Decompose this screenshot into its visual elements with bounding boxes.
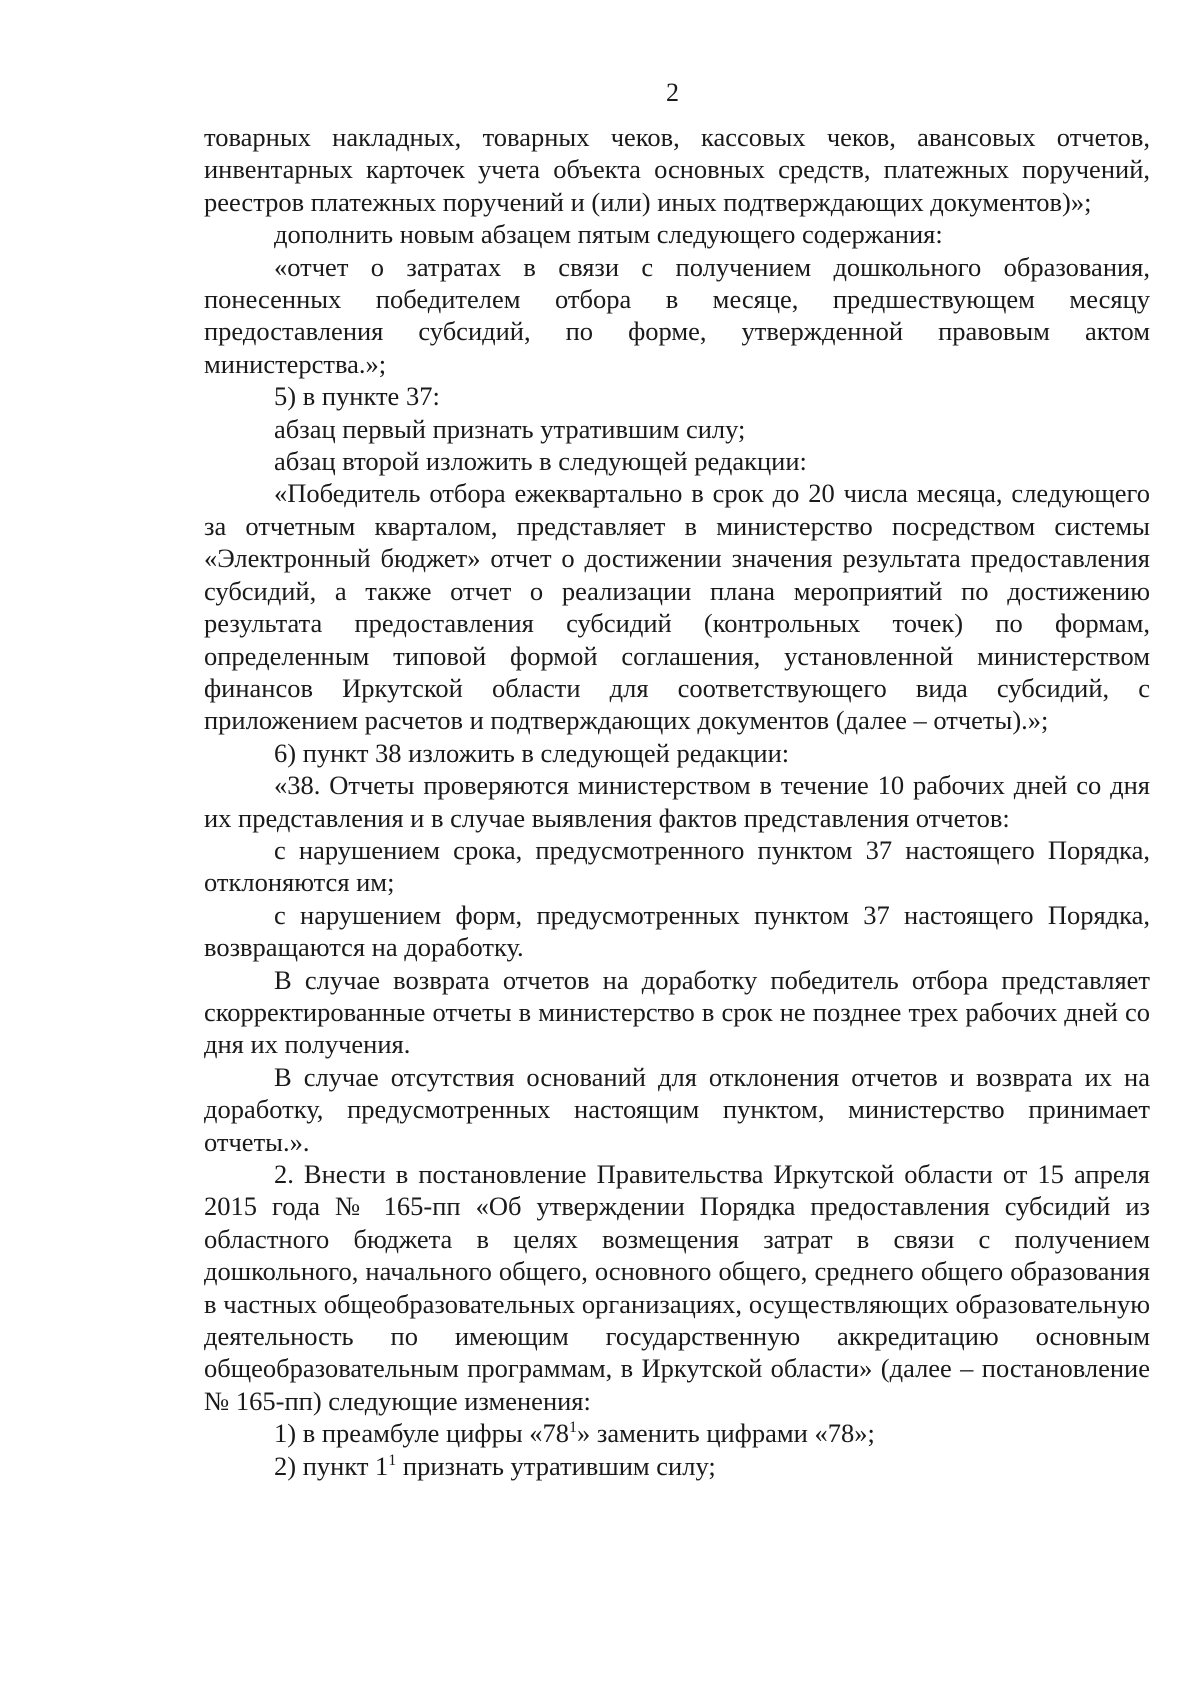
paragraph: «38. Отчеты проверяются министерством в течение 10 рабочих дней со дня их представления и в случае выявления фактов представления отчетов:: [204, 770, 1150, 833]
paragraph: абзац второй изложить в следующей редакции:: [274, 446, 807, 477]
paragraph: с нарушением срока, предусмотренного пунктом 37 настоящего Порядка, отклоняются им;: [204, 834, 1150, 898]
paragraph: «отчет о затратах в связи с получением дошкольного образования, понесенных победителем отбора в месяце, предшествующем месяцу предоставления субсидий, по форме, утвержденной правовым актом министерства.»;: [204, 251, 1150, 379]
superscript: 1: [569, 1419, 578, 1437]
paragraph: товарных накладных, товарных чеков, кассовых чеков, авансовых отчетов, инвентарных карточек учета объекта основных средств, платежных поручений, реестров платежных поручений и (или) иных подтверждающих документов)»;: [204, 122, 1150, 217]
paragraph: В случае возврата отчетов на доработку победитель отбора представляет скорректированные отчеты в министерство в срок не позднее трех рабочих дней со дня их получения.: [204, 964, 1150, 1060]
paragraph: с нарушением форм, предусмотренных пунктом 37 настоящего Порядка, возвращаются на доработку.: [204, 899, 1150, 963]
document-body: [204, 121, 1150, 1482]
page-number: 2: [666, 78, 679, 107]
paragraph: В случае отсутствия оснований для отклонения отчетов и возврата их на доработку, предусмотренных настоящим пунктом, министерство принимает отчеты.».: [204, 1061, 1150, 1157]
list-item-text: признать утратившим силу;: [396, 1450, 716, 1481]
paragraph: 2. Внести в постановление Правительства Иркутской области от 15 апреля 2015 года № 165-пп «Об утверждении Порядка предоставления субсидий из областного бюджета в целях возмещения затрат в связи с получением дошкольного, начального общего, основного общего, среднего общего образования в частных общеобразовательных организациях, осуществляющих образовательную деятельность по имеющим государственную аккредитацию основным общеобразовательным программам, в Иркутской области» (далее – постановление № 165-пп) следующие изменения:: [204, 1159, 1150, 1416]
paragraph: «Победитель отбора ежеквартально в срок до 20 числа месяца, следующего за отчетным кварталом, представляет в министерство посредством системы «Электронный бюджет» отчет о достижении значения результата предоставления субсидий, а также отчет о реализации плана мероприятий по достижению результата предоставления субсидий (контрольных точек) по формам, определенным типовой формой соглашения, установленной министерством финансов Иркутской области для соответствующего вида субсидий, с приложением расчетов и подтверждающих документов (далее – отчеты).»;: [204, 478, 1150, 736]
paragraph: 5) в пункте 37:: [274, 381, 440, 412]
paragraph: абзац первый признать утратившим силу;: [274, 413, 746, 444]
paragraph: 6) пункт 38 изложить в следующей редакции:: [274, 737, 790, 768]
list-item-text: 1) в преамбуле цифры «78: [274, 1418, 570, 1449]
superscript: 1: [388, 1451, 397, 1469]
list-item-text: » заменить цифрами «78»;: [577, 1418, 875, 1449]
list-item-preamble: [204, 1417, 1150, 1449]
list-item-point: [204, 1450, 1150, 1482]
list-item-text: 2) пункт 1: [274, 1450, 389, 1481]
paragraph: дополнить новым абзацем пятым следующего содержания:: [274, 219, 943, 250]
